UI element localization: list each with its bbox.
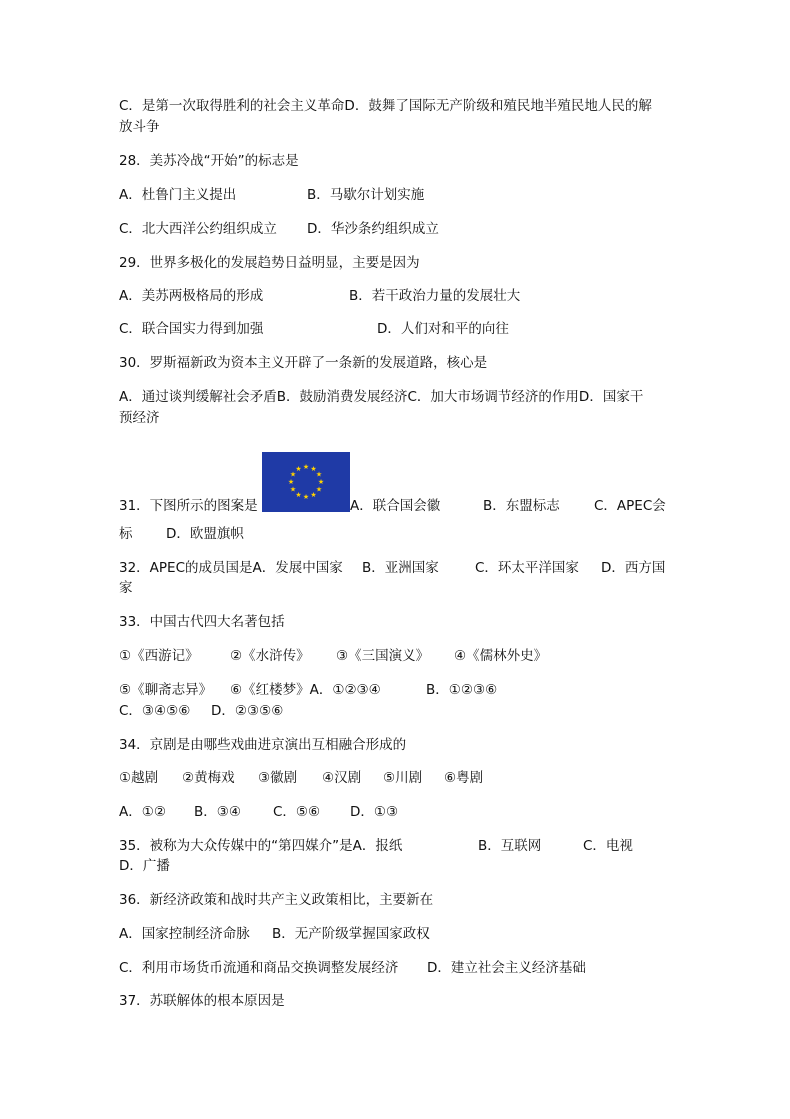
option-d: D．广播 [119, 858, 170, 874]
option-b: B．无产阶级掌握国家政权 [272, 926, 430, 942]
text-segment: 放斗争 [119, 119, 160, 135]
option-a: A．国家控制经济命脉 [119, 926, 250, 942]
question-text: 32．APEC的成员国是A．发展中国家 [119, 560, 343, 576]
q34-items [119, 768, 679, 788]
q32-stem-and-options [119, 558, 679, 578]
q31-stem-and-options [119, 496, 679, 516]
option-a: A．美苏两极格局的形成 [119, 288, 264, 304]
option-b: B．马歇尔计划实施 [307, 187, 425, 203]
option-b: B．东盟标志 [483, 498, 560, 514]
q36-options-ab [119, 924, 679, 944]
option-d: D．华沙条约组织成立 [307, 221, 439, 237]
question-text: 30．罗斯福新政为资本主义开辟了一条新的发展道路，核心是 [119, 355, 488, 371]
svg-text:★: ★ [315, 485, 323, 494]
question-text: 36．新经济政策和战时共产主义政策相比，主要新在 [119, 892, 434, 908]
q36-options-cd [119, 958, 679, 978]
q33-options-line3 [119, 701, 679, 721]
svg-text:★: ★ [295, 465, 302, 473]
option-b: B．③④ [194, 804, 241, 820]
question-text: 35．被称为大众传媒中的“第四媒介”是A．报纸 [119, 838, 403, 854]
svg-text:★: ★ [287, 478, 295, 486]
svg-text:★: ★ [302, 463, 310, 471]
q37-stem [119, 991, 679, 1011]
q30-stem [119, 353, 679, 373]
q27-option-d-line2 [119, 117, 679, 137]
q28-stem [119, 151, 679, 171]
item-2: ②《水浒传》 [230, 648, 310, 664]
option-c: C．③④⑤⑥ [119, 703, 191, 719]
svg-text:★: ★ [310, 491, 317, 499]
option-b: B．互联网 [478, 838, 542, 854]
option-a: A．①② [119, 804, 166, 820]
svg-text:★: ★ [315, 470, 323, 479]
q28-options-ab [119, 185, 679, 205]
q32-options-line2 [119, 578, 679, 598]
option-a: A．联合国会徽 [350, 498, 441, 514]
svg-text:★: ★ [317, 478, 325, 486]
question-text: 29．世界多极化的发展趋势日益明显，主要是因为 [119, 255, 420, 271]
option-c: C．电视 [583, 838, 633, 854]
q29-options-cd [119, 319, 679, 339]
q33-stem [119, 612, 679, 632]
question-text: 37．苏联解体的根本原因是 [119, 993, 285, 1009]
option-b: B．若干政治力量的发展壮大 [349, 288, 521, 304]
item-1: ①《西游记》 [119, 648, 199, 664]
item-5: ⑤《聊斋志异》 [119, 682, 213, 698]
item-5: ⑤川剧 [383, 770, 423, 786]
option-d-continued: 家 [119, 580, 133, 596]
q35-stem-and-options [119, 836, 679, 856]
item-4: ④汉剧 [322, 770, 362, 786]
question-text: 28．美苏冷战“开始”的标志是 [119, 153, 299, 169]
item-2: ②黄梅戏 [182, 770, 235, 786]
text-segment: C．是第一次取得胜利的社会主义革命D．鼓舞了国际无产阶级和殖民地半殖民地人民的解 [119, 98, 652, 114]
q28-options-cd [119, 219, 679, 239]
q33-items-line2 [119, 680, 679, 700]
option-d: D．欧盟旗帜 [166, 526, 244, 542]
option-d: D．西方国 [601, 560, 666, 576]
q34-options [119, 802, 679, 822]
option-c: C．APEC会 [594, 498, 666, 514]
option-a: A．杜鲁门主义提出 [119, 187, 237, 203]
question-text: 34．京剧是由哪些戏曲进京演出互相融合形成的 [119, 737, 407, 753]
option-c: C．⑤⑥ [273, 804, 321, 820]
q35-options-line2 [119, 856, 679, 876]
option-b: B．亚洲国家 [362, 560, 439, 576]
q36-stem [119, 890, 679, 910]
svg-text:★: ★ [302, 493, 310, 501]
item-3: ③《三国演义》 [336, 648, 430, 664]
svg-text:★: ★ [289, 470, 297, 479]
svg-text:★: ★ [295, 491, 302, 499]
q34-stem [119, 735, 679, 755]
question-text: 31．下图所示的图案是 [119, 498, 258, 514]
option-c-continued: 标 [119, 526, 133, 542]
options-text: 预经济 [119, 410, 160, 426]
svg-text:★: ★ [310, 465, 317, 473]
item-4: ④《儒林外史》 [454, 648, 548, 664]
item-1: ①越剧 [119, 770, 159, 786]
option-c: C．北大西洋公约组织成立 [119, 221, 277, 237]
option-d: D．①③ [350, 804, 399, 820]
option-c: C．环太平洋国家 [475, 560, 579, 576]
q30-options-line2 [119, 408, 679, 428]
option-d: D．建立社会主义经济基础 [427, 960, 586, 976]
option-d: D．②③⑤⑥ [211, 703, 284, 719]
item-6: ⑥粤剧 [444, 770, 484, 786]
option-b: B．①②③⑥ [426, 682, 498, 698]
svg-text:★: ★ [289, 485, 297, 494]
option-c: C．联合国实力得到加强 [119, 321, 264, 337]
q30-options-line1 [119, 387, 679, 407]
q31-options-line2 [119, 524, 679, 544]
option-c: C．利用市场货币流通和商品交换调整发展经济 [119, 960, 399, 976]
q33-items-line1 [119, 646, 679, 666]
options-text: A．通过谈判缓解社会矛盾B．鼓励消费发展经济C．加大市场调节经济的作用D．国家干 [119, 389, 644, 405]
q29-options-ab [119, 286, 679, 306]
option-d: D．人们对和平的向往 [377, 321, 509, 337]
question-text: 33．中国古代四大名著包括 [119, 614, 285, 630]
item-6-and-option-a: ⑥《红楼梦》A．①②③④ [230, 682, 381, 698]
item-3: ③徽剧 [258, 770, 298, 786]
q27-option-cd-line1 [119, 96, 679, 116]
q29-stem [119, 253, 679, 273]
